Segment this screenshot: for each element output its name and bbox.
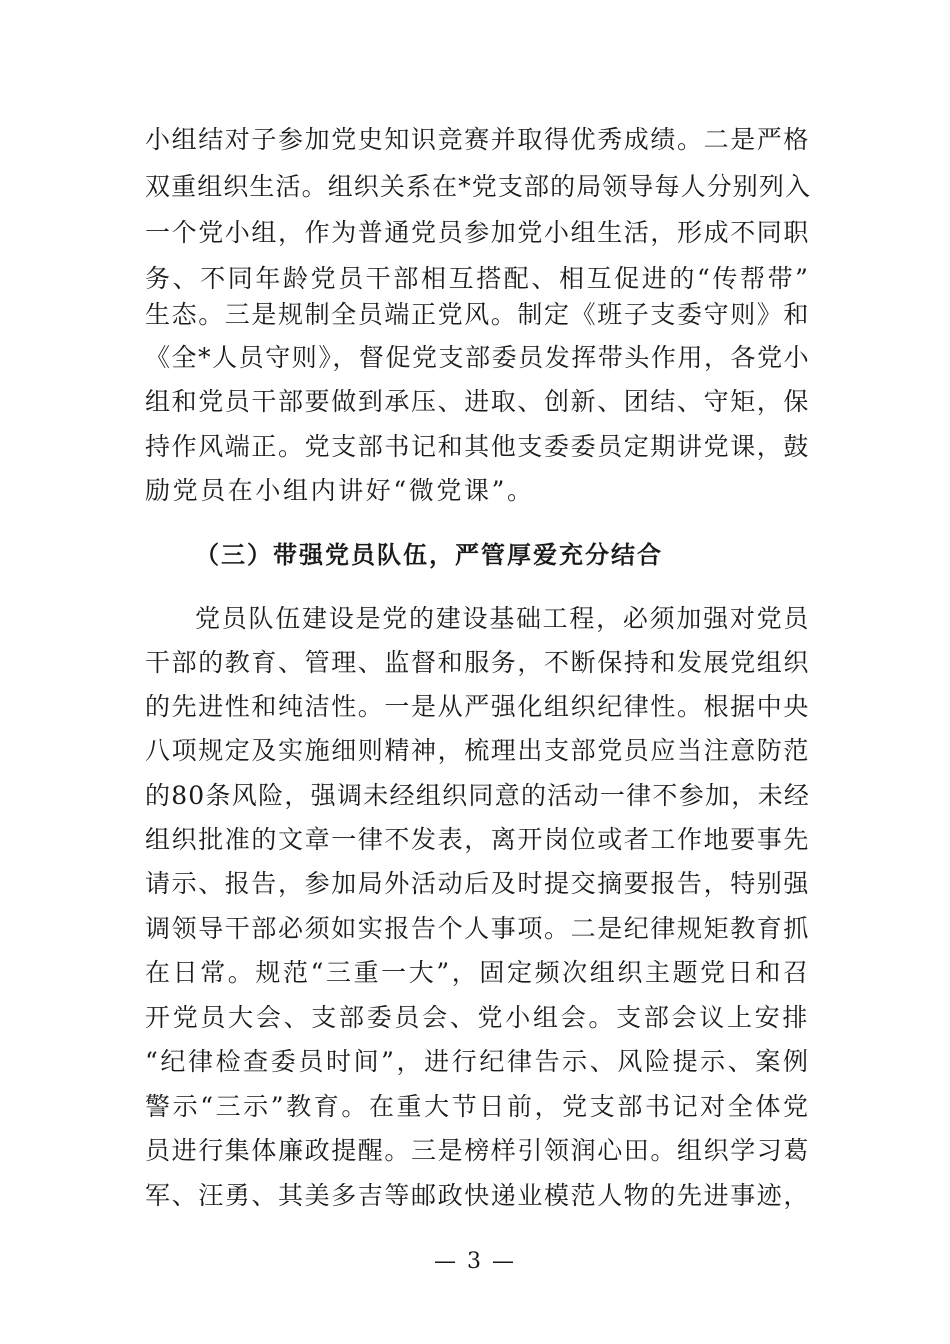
text-line: 组织批准的文章一律不发表，离开岗位或者工作地要事先: [145, 825, 811, 854]
text-line: 的80条风险，强调未经组织同意的活动一律不参加，未经: [145, 781, 810, 810]
text-line: 《全*人员守则》，督促党支部委员发挥带头作用，各党小: [145, 343, 810, 372]
text-line: 一个党小组，作为普通党员参加党小组生活，形成不同职: [145, 218, 811, 247]
text-line: 持作风端正。党支部书记和其他支委委员定期讲党课，鼓: [145, 432, 811, 461]
page-number: — 3 —: [434, 1249, 516, 1274]
text-line: 在日常。规范“三重一大”，固定频次组织主题党日和召: [145, 958, 811, 987]
text-line: 八项规定及实施细则精神，梳理出支部党员应当注意防范: [145, 736, 811, 765]
text-line: 干部的教育、管理、监督和服务，不断保持和发展党组织: [145, 648, 811, 677]
text-line: 员进行集体廉政提醒。三是榜样引领润心田。组织学习葛: [145, 1136, 811, 1165]
text-line: 双重组织生活。组织关系在*党支部的局领导每人分别列入: [145, 172, 812, 201]
text-line: 警示“三示”教育。在重大节日前，党支部书记对全体党: [145, 1092, 811, 1121]
text-line: 请示、报告，参加局外活动后及时提交摘要报告，特别强: [145, 869, 811, 898]
text-line: 开党员大会、支部委员会、党小组会。支部会议上安排: [145, 1003, 810, 1032]
text-line: 励党员在小组内讲好“微党课”。: [145, 476, 535, 505]
text-line: 务、不同年龄党员干部相互搭配、相互促进的“传帮带”: [145, 264, 811, 293]
text-line: 调领导干部必须如实报告个人事项。二是纪律规矩教育抓: [145, 914, 811, 943]
text-line: 组和党员干部要做到承压、进取、创新、团结、守矩，保: [145, 387, 811, 416]
text-line: 军、汪勇、其美多吉等邮政快递业模范人物的先进事迹，: [145, 1181, 811, 1210]
text-line: 小组结对子参加党史知识竞赛并取得优秀成绩。二是严格: [145, 125, 811, 154]
text-line: 生态。三是规制全员端正党风。制定《班子支委守则》和: [145, 300, 811, 329]
text-line: “纪律检查委员时间”，进行纪律告示、风险提示、案例: [145, 1047, 811, 1076]
section-heading: （三）带强党员队伍，严管厚爱充分结合: [195, 541, 663, 569]
text-line: 的先进性和纯洁性。一是从严强化组织纪律性。根据中央: [145, 692, 811, 721]
text-line: 党员队伍建设是党的建设基础工程，必须加强对党员: [195, 604, 810, 633]
